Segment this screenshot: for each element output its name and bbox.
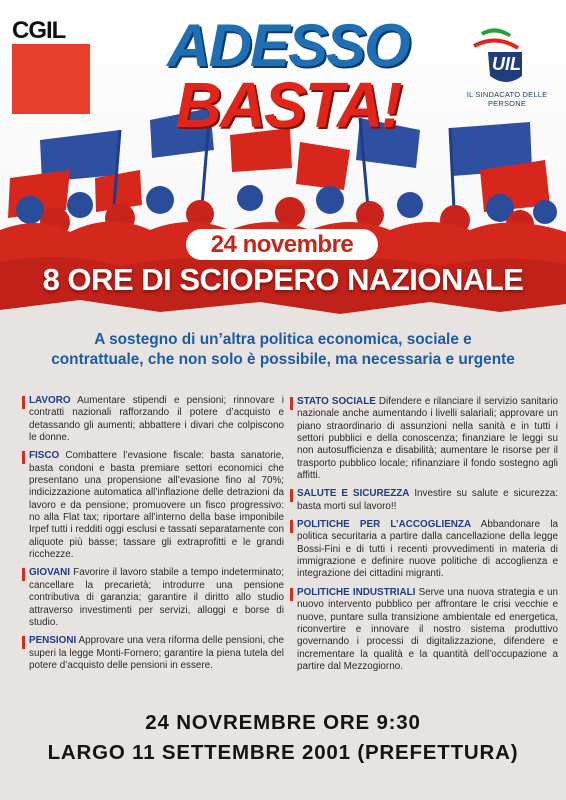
demand-text: Abbandonare la politica securitaria a partire dalla cancellazione della legge Bossi-Fini e di tutti i recenti provvedimenti in materia di immigrazione e definire nuove politiche di accoglienza e integrazione dei cittadini migranti. xyxy=(297,519,559,580)
event-datetime: 24 NOVREMBRE ORE 9:30 xyxy=(145,711,421,734)
uil-logo xyxy=(448,26,560,106)
subtitle-line2: contrattuale, che non solo è possibile, ma necessaria e urgente xyxy=(51,351,515,368)
demand-item-stato-sociale xyxy=(290,396,558,482)
date-text: 24 novembre xyxy=(210,231,354,258)
demand-heading: POLITICHE PER L’ACCOGLIENZA xyxy=(297,519,472,531)
hero-banner xyxy=(0,0,566,330)
demand-text: Approvare una vera riforma delle pensioni, che superi la legge Monti-Fornero; garantire la piena tutela del potere d’acquisto delle pensioni in essere. xyxy=(29,635,284,671)
demand-item-giovani xyxy=(22,567,284,629)
demand-heading: POLITICHE INDUSTRIALI xyxy=(297,586,416,598)
demand-item-accoglienza xyxy=(290,519,558,581)
date-badge xyxy=(186,229,378,260)
headline-line1: ADESSO xyxy=(167,12,409,79)
demand-heading: GIOVANI xyxy=(29,567,70,579)
demand-item-politiche-industriali xyxy=(290,587,558,673)
demand-item-lavoro xyxy=(22,395,284,444)
demand-item-salute-sicurezza xyxy=(290,488,558,513)
demand-item-fisco xyxy=(22,450,284,561)
demand-text: Combattere l’evasione fiscale: basta sanatorie, basta condoni e basta premiare settori economici che presentano una propensione all’evasione fino al 70%; indicizzazione automatica all’inflazione delle detrazioni da lavoro e da pensione; promuovere un fisco progressivo: no alla Flat tax; riportare all’interno della base imponibile Irpef tutti i redditi oggi esclusi e tassati separatamente con aliquote più basse; tassare gli extraprofitti e le grandi ricchezze. xyxy=(29,450,284,561)
cgil-logo-text: CGIL xyxy=(12,17,66,44)
cgil-logo xyxy=(12,17,90,114)
demand-heading: SALUTE E SICUREZZA xyxy=(297,488,410,500)
demand-text: Serve una nuova strategia e un nuovo intervento pubblico per affrontare le crisi vecchie e nuove, puntare sulla transizione ambientale ed energetica, riconvertire e innovare il nostro sistema produttivo governando i processi di digitalizzazione, difendere e incrementare la qualità e la quantità dell’occupazione a partire dal Mezzogiorno. xyxy=(297,586,558,672)
uil-logo-text: UIL xyxy=(492,54,521,74)
right-column xyxy=(290,396,558,679)
demand-heading: LAVORO xyxy=(29,395,71,406)
strike-title: 8 ORE DI SCIOPERO NAZIONALE xyxy=(42,262,524,297)
subtitle-line1: A sostegno di un’altra politica economica, sociale e xyxy=(94,331,472,348)
demand-heading: PENSIONI xyxy=(29,635,77,647)
demand-heading: STATO SOCIALE xyxy=(297,396,376,407)
subtitle xyxy=(14,330,552,370)
demand-text: Difendere e rilanciare il servizio sanitario nazionale anche aumentando i livelli salariali; approvare un piano straordinario di assunzioni nella sanità e in tutti i settori pubblici e della conoscenza; finanziare le leggi su non autosufficienza e disabilità; aumentare le risorse per il trasporto pubblico locale; rifinanziare il fondo sostegno agli affitti. xyxy=(297,396,558,482)
demand-text: Investire su salute e sicurezza: basta morti sul lavoro!! xyxy=(297,488,558,512)
event-details xyxy=(0,708,566,768)
demand-heading: FISCO xyxy=(29,450,60,462)
demand-text: Favorire il lavoro stabile a tempo indeterminato; cancellare la precarietà; introdurre una pensione contributiva di garanzia; garantire il diritto allo studio attraverso investimenti per servizi, alloggi e borse di studio. xyxy=(29,567,284,628)
uil-tagline: IL SINDACATO DELLE PERSONE xyxy=(466,90,548,108)
cgil-logo-square xyxy=(12,44,90,114)
left-column xyxy=(22,395,284,678)
demand-item-pensioni xyxy=(22,635,284,672)
demand-text: Aumentare stipendi e pensioni; rinnovare i contratti nazionali rafforzando il potere d’acquisto e detassando gli aumenti; abbattere i divari che colpiscono le donne. xyxy=(29,395,284,444)
event-location: LARGO 11 SETTEMBRE 2001 (PREFETTURA) xyxy=(47,741,519,764)
main-headline xyxy=(140,12,436,141)
headline-line2: BASTA! xyxy=(175,69,401,141)
